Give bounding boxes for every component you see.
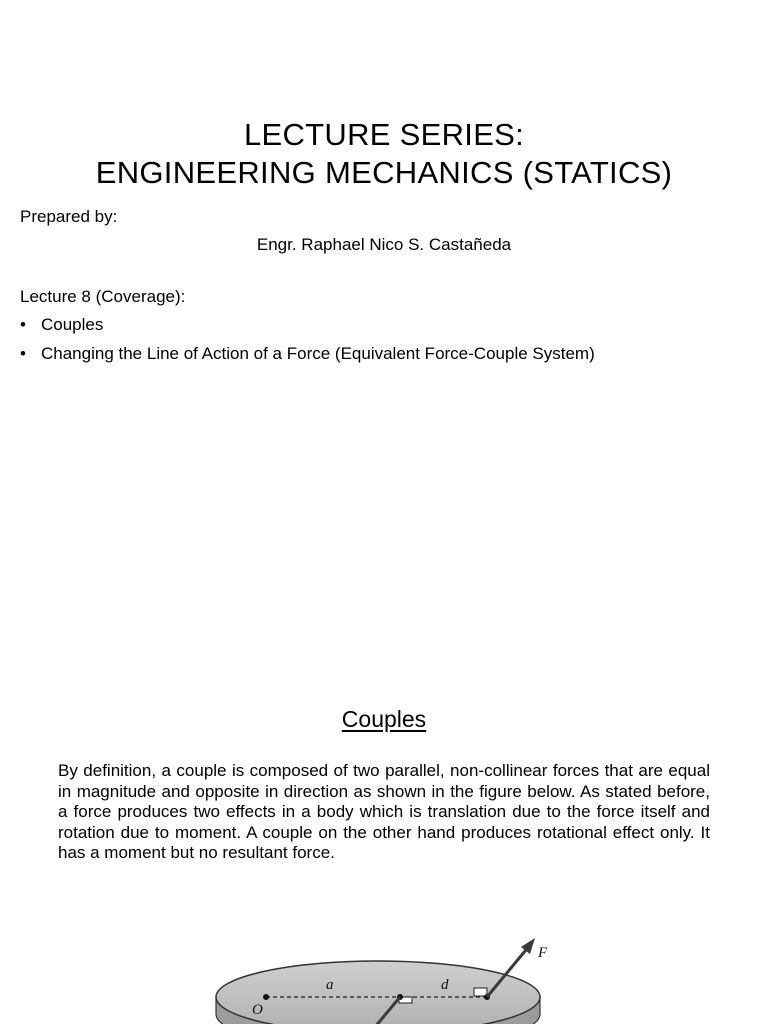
couple-figure bbox=[0, 930, 768, 1024]
definition-paragraph: By definition, a couple is composed of two parallel, non-collinear forces that are equal in magnitude and opposite in direction as shown in the figure below. As stated before, a force produces two effects in a body which is translation due to the force itself and rotation due to moment. A couple on the other hand produces rotational effect only. It has a moment but no resultant force. bbox=[58, 761, 710, 862]
bullet-marker: • bbox=[20, 315, 26, 334]
title-line-1: LECTURE SERIES: bbox=[243, 117, 525, 152]
title-line-2: ENGINEERING MECHANICS (STATICS) bbox=[95, 155, 673, 190]
label-f: F bbox=[538, 945, 548, 961]
label-o: O bbox=[252, 1002, 263, 1018]
coverage-item-text: Couples bbox=[41, 315, 104, 334]
coverage-label: Lecture 8 (Coverage): bbox=[20, 287, 186, 306]
author-name: Engr. Raphael Nico S. Castañeda bbox=[256, 235, 512, 254]
section-heading: Couples bbox=[341, 706, 427, 732]
label-d: d bbox=[441, 977, 449, 993]
coverage-item bbox=[20, 344, 595, 364]
coverage-item-text: Changing the Line of Action of a Force (Equivalent Force-Couple System) bbox=[41, 344, 595, 363]
prepared-by-label: Prepared by: bbox=[20, 207, 118, 226]
bullet-marker: • bbox=[20, 344, 26, 363]
point-o bbox=[263, 994, 269, 1000]
coverage-item bbox=[20, 315, 103, 335]
label-a: a bbox=[326, 977, 334, 993]
